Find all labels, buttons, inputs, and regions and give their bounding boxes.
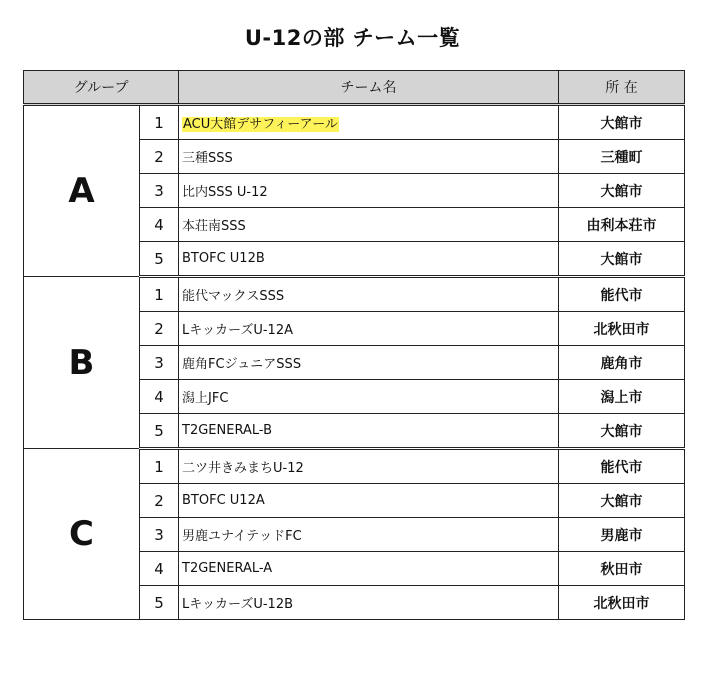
- group-label: A: [24, 105, 140, 277]
- team-location: 大館市: [559, 105, 685, 140]
- group-column-header: グループ: [24, 71, 179, 105]
- team-number: 4: [140, 552, 179, 586]
- table-row: [24, 449, 685, 484]
- team-number: 3: [140, 346, 179, 380]
- team-location: 三種町: [559, 140, 685, 174]
- team-name: 鹿角FCジュニアSSS: [182, 357, 302, 372]
- group-label: B: [24, 277, 140, 449]
- team-name-cell: [179, 312, 559, 346]
- team-name: 比内SSS U-12: [182, 185, 268, 200]
- team-name: ACU大館デサフィーアール: [183, 117, 338, 132]
- team-name-cell: [179, 380, 559, 414]
- team-location: 男鹿市: [559, 518, 685, 552]
- group-label: C: [24, 449, 140, 620]
- team-number: 4: [140, 208, 179, 242]
- team-name-cell: [179, 277, 559, 312]
- team-name-cell: [179, 484, 559, 518]
- team-location: 北秋田市: [559, 586, 685, 620]
- team-number: 3: [140, 174, 179, 208]
- team-location: 大館市: [559, 174, 685, 208]
- team-name-cell: [179, 449, 559, 484]
- table-header: [24, 71, 685, 105]
- team-name-cell: [179, 174, 559, 208]
- team-column-header: チーム名: [179, 71, 559, 105]
- team-number: 1: [140, 277, 179, 312]
- table-row: [24, 105, 685, 140]
- team-location: 大館市: [559, 484, 685, 518]
- team-name: BTOFC U12B: [182, 251, 265, 266]
- team-number: 5: [140, 586, 179, 620]
- team-name-cell: [179, 105, 559, 140]
- team-name-cell: [179, 140, 559, 174]
- team-number: 2: [140, 140, 179, 174]
- team-name: 男鹿ユナイテッドFC: [182, 529, 302, 544]
- team-name: 三種SSS: [182, 151, 233, 166]
- team-location: 北秋田市: [559, 312, 685, 346]
- team-number: 3: [140, 518, 179, 552]
- team-name-cell: [179, 346, 559, 380]
- page-title: U-12の部 チーム一覧: [244, 26, 461, 50]
- location-column-header: 所 在: [559, 71, 685, 105]
- team-number: 2: [140, 312, 179, 346]
- team-location: 能代市: [559, 277, 685, 312]
- team-name-cell: [179, 586, 559, 620]
- team-name: 潟上JFC: [182, 391, 229, 406]
- team-name: LキッカーズU-12B: [182, 597, 294, 612]
- team-number: 1: [140, 105, 179, 140]
- team-location: 潟上市: [559, 380, 685, 414]
- team-number: 4: [140, 380, 179, 414]
- team-name: T2GENERAL-A: [182, 561, 273, 576]
- team-location: 大館市: [559, 242, 685, 277]
- team-name-cell: [179, 552, 559, 586]
- team-name: 能代マックスSSS: [182, 289, 285, 304]
- team-name: 二ツ井きみまちU-12: [182, 461, 304, 476]
- team-name: BTOFC U12A: [182, 493, 265, 508]
- team-location: 鹿角市: [559, 346, 685, 380]
- team-number: 1: [140, 449, 179, 484]
- table-row: [24, 277, 685, 312]
- team-name-cell: [179, 208, 559, 242]
- team-name: T2GENERAL-B: [182, 423, 273, 438]
- team-location: 由利本荘市: [559, 208, 685, 242]
- team-name-cell: [179, 518, 559, 552]
- team-number: 2: [140, 484, 179, 518]
- team-number: 5: [140, 242, 179, 277]
- team-location: 大館市: [559, 414, 685, 449]
- team-list-table: [23, 70, 685, 620]
- team-name-cell: [179, 414, 559, 449]
- team-location: 能代市: [559, 449, 685, 484]
- table-body: [24, 105, 685, 620]
- team-number: 5: [140, 414, 179, 449]
- team-name: LキッカーズU-12A: [182, 323, 293, 338]
- team-name-cell: [179, 242, 559, 277]
- team-location: 秋田市: [559, 552, 685, 586]
- team-name: 本荘南SSS: [182, 219, 246, 234]
